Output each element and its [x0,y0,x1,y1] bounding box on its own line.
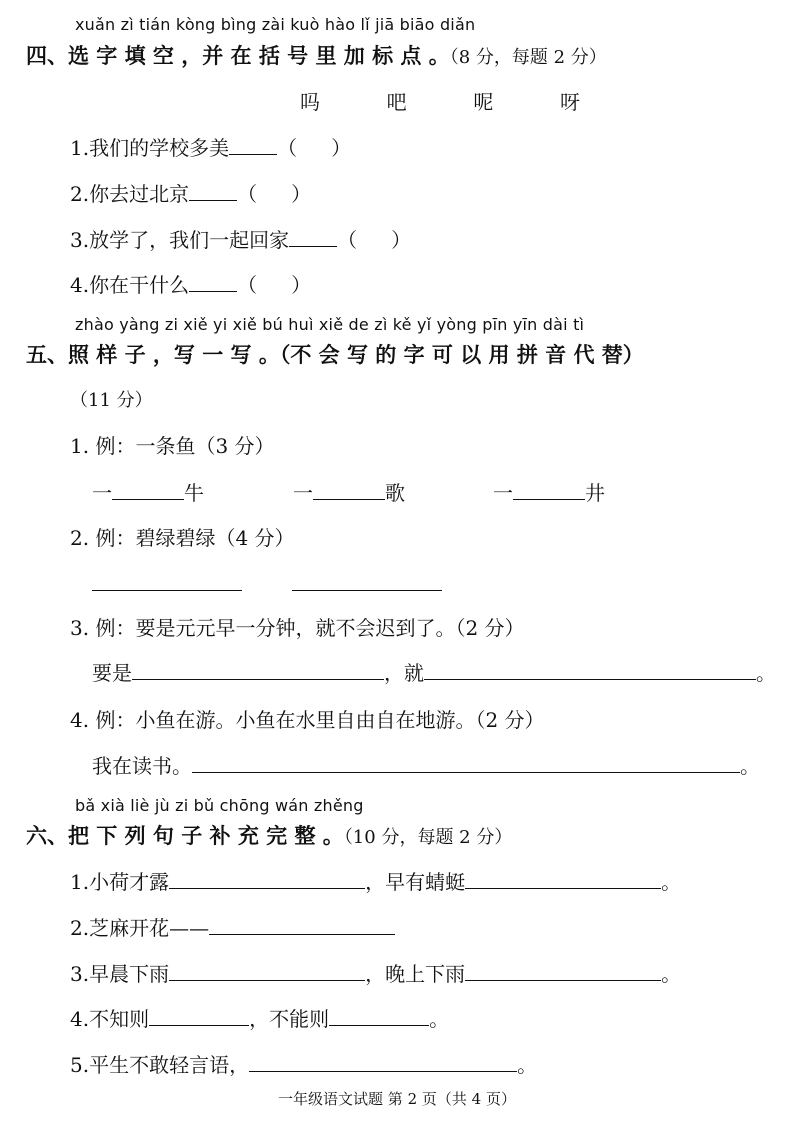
answer-blank[interactable] [329,1024,429,1026]
measure-noun: 井 [585,481,605,505]
item-text: 你去过北京 [89,182,190,206]
answer-blank[interactable] [465,979,661,981]
item-text: 你在干什么 [89,273,190,297]
sentence-middle: ，就 [384,661,424,685]
item-number: 5. [70,1053,90,1077]
measure-noun: 歌 [385,481,405,505]
section6-pinyin: bǎ xià liè jù zi bǔ chōng wán zhěng [75,796,364,815]
answer-blank[interactable] [189,290,237,292]
s4-item-2 [70,178,311,207]
answer-blank[interactable] [229,153,277,155]
section4-points: （8 分，每题 2 分） [449,47,607,68]
sentence-start: 我在读书。 [92,754,192,778]
measure-noun: 牛 [184,481,204,505]
section5-pinyin: zhào yàng zi xiě yi xiě bú huì xiě de zì kě yǐ yòng pīn yīn dài tì [75,315,585,334]
item-text: 平生不敢轻言语， [89,1053,250,1077]
s5-q1-blank-3 [493,477,605,506]
s6-item-3 [70,958,681,987]
answer-blank[interactable] [192,771,740,773]
choice-word: 呢 [473,90,494,114]
answer-blank[interactable] [149,1024,249,1026]
s6-item-5 [70,1049,537,1078]
sentence-end: 。 [756,661,776,685]
s5-q1-label: 1. 例：一条鱼（3 分） [70,434,275,458]
item-number: 2. [70,916,90,940]
answer-blank[interactable] [92,590,242,591]
s5-q4-answer [92,750,760,779]
answer-blank[interactable] [292,590,442,591]
s6-item-1 [70,866,681,895]
answer-blank[interactable] [249,1070,517,1072]
s4-item-4 [70,269,311,298]
item-text: ，晚上下雨 [365,962,466,986]
s6-item-2 [70,912,395,941]
item-text: 芝麻开花—— [89,916,210,940]
choice-word: 呀 [559,90,580,114]
item-number: 1. [70,136,90,160]
answer-blank[interactable] [169,979,365,981]
paren-open: （ [237,273,258,297]
measure-prefix: 一 [293,481,313,505]
s5-q3-label: 3. 例：要是元元早一分钟，就不会迟到了。（2 分） [70,616,525,640]
sentence-end: 。 [429,1007,450,1031]
item-number: 3. [70,228,90,252]
item-text: 小荷才露 [89,870,170,894]
item-text: 放学了，我们一起回家 [89,228,290,252]
answer-blank[interactable] [513,498,585,500]
paren-close: ） [331,136,352,160]
item-number: 4. [70,1007,90,1031]
item-text: 早晨下雨 [89,962,170,986]
section5-title: 五、照 样 子 ，写 一 写 。（不 会 写 的 字 可 以 用 拼 音 代 替） [26,343,644,367]
section4-title [26,40,607,70]
paren-open: （ [237,182,258,206]
section6-title [26,820,512,850]
answer-blank[interactable] [112,498,184,500]
measure-prefix: 一 [92,481,112,505]
s4-item-3 [70,224,411,253]
paren-open: （ [337,228,358,252]
s5-q3-answer [92,657,776,686]
section6-title-text: 六、把 下 列 句 子 补 充 完 整 。 [26,824,344,848]
paren-open: （ [277,136,298,160]
paren-close: ） [291,273,312,297]
page-footer: 一年级语文试题 第 2 页（共 4 页） [278,1090,516,1108]
answer-blank[interactable] [424,678,756,680]
item-text: 我们的学校多美 [89,136,230,160]
s5-q2-label: 2. 例：碧绿碧绿（4 分） [70,526,295,550]
answer-blank[interactable] [289,245,337,247]
sentence-end: 。 [661,962,682,986]
choice-word: 吧 [386,90,407,114]
sentence-end: 。 [740,754,760,778]
s6-item-4 [70,1003,449,1032]
item-text: 不知则 [89,1007,150,1031]
item-text: ，早有蜻蜓 [365,870,466,894]
answer-blank[interactable] [209,933,395,935]
section6-points: （10 分，每题 2 分） [343,827,513,848]
paren-close: ） [391,228,412,252]
answer-blank[interactable] [465,887,661,889]
answer-blank[interactable] [313,498,385,500]
item-number: 4. [70,273,90,297]
choice-word: 吗 [300,90,320,114]
answer-blank[interactable] [169,887,365,889]
section4-pinyin: xuǎn zì tián kòng bìng zài kuò hào lǐ jiā biāo diǎn [75,15,476,34]
item-number: 3. [70,962,90,986]
word-choices [300,86,580,115]
s5-q1-blank-1 [92,477,204,506]
item-number: 2. [70,182,90,206]
s5-q4-label: 4. 例：小鱼在游。小鱼在水里自由自在地游。（2 分） [70,708,545,732]
item-text: ，不能则 [249,1007,330,1031]
paren-close: ） [291,182,312,206]
measure-prefix: 一 [493,481,513,505]
item-number: 1. [70,870,90,894]
section5-points: （11 分） [70,390,153,411]
sentence-end: 。 [661,870,682,894]
s4-item-1 [70,132,351,161]
answer-blank[interactable] [132,678,384,680]
section4-title-text: 四、选 字 填 空 ，并 在 括 号 里 加 标 点 。 [26,44,450,68]
s5-q1-blank-2 [293,477,405,506]
answer-blank[interactable] [189,199,237,201]
sentence-start: 要是 [92,661,132,685]
sentence-end: 。 [517,1053,538,1077]
